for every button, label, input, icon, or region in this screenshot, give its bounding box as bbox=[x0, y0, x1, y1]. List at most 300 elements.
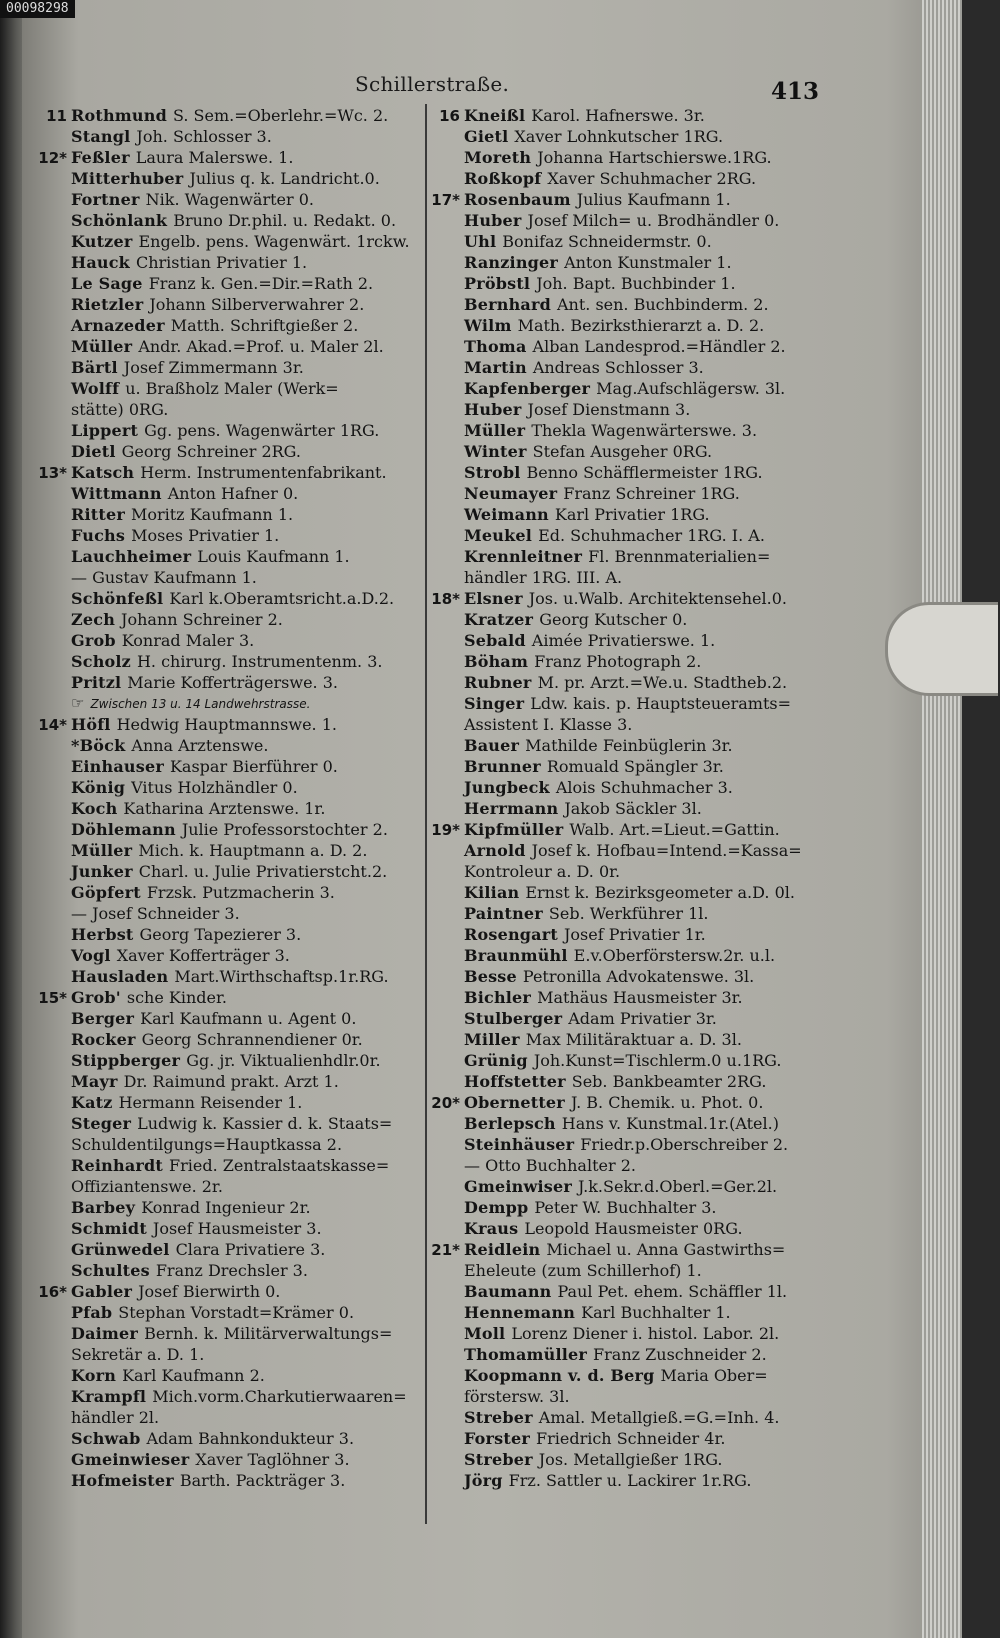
resident-surname: Schönlank bbox=[71, 211, 168, 230]
resident-details: Ludwig k. Kassier d. k. Staats= bbox=[137, 1114, 393, 1133]
resident-details: Seb. Bankbeamter 2RG. bbox=[571, 1072, 767, 1091]
resident-surname: Bärtl bbox=[71, 358, 118, 377]
resident-surname: Göpfert bbox=[71, 883, 141, 902]
resident-details: Josef Dienstmann 3. bbox=[527, 400, 691, 419]
resident-details: Ernst k. Bezirksgeometer a.D. 0l. bbox=[525, 883, 795, 902]
directory-entry bbox=[37, 924, 422, 945]
right-column bbox=[430, 105, 830, 1491]
directory-entry bbox=[430, 483, 830, 504]
resident-surname: Lauchheimer bbox=[71, 547, 192, 566]
resident-details: Hans v. Kunstmal.1r.(Atel.) bbox=[561, 1114, 779, 1133]
resident-surname: Hausladen bbox=[71, 967, 169, 986]
resident-details: Kaspar Bierführer 0. bbox=[169, 757, 338, 776]
resident-details: Karl k.Oberamtsricht.a.D.2. bbox=[169, 589, 395, 608]
resident-details: — Otto Buchhalter 2. bbox=[464, 1156, 636, 1175]
resident-surname: Forster bbox=[464, 1429, 530, 1448]
directory-entry bbox=[37, 147, 422, 168]
cross-street-note: Zwischen 13 u. 14 Landwehrstrasse. bbox=[90, 697, 311, 711]
resident-details: Andr. Akad.=Prof. u. Maler 2l. bbox=[138, 337, 384, 356]
directory-entry bbox=[430, 924, 830, 945]
resident-details: Xaver Lohnkutscher 1RG. bbox=[514, 127, 724, 146]
resident-details: Clara Privatiere 3. bbox=[175, 1240, 326, 1259]
resident-surname: Scholz bbox=[71, 652, 131, 671]
resident-surname: Müller bbox=[464, 421, 526, 440]
resident-details: Adam Bahnkondukteur 3. bbox=[146, 1429, 355, 1448]
directory-entry bbox=[37, 1449, 422, 1470]
directory-entry bbox=[430, 609, 830, 630]
resident-details: Franz Photograph 2. bbox=[534, 652, 702, 671]
resident-details: Jakob Säckler 3l. bbox=[564, 799, 702, 818]
resident-surname: Müller bbox=[71, 337, 133, 356]
directory-entry bbox=[37, 504, 422, 525]
resident-details: Nik. Wagenwärter 0. bbox=[145, 190, 314, 209]
resident-surname: Grünig bbox=[464, 1051, 528, 1070]
resident-surname: Barbey bbox=[71, 1198, 136, 1217]
resident-details: Mathäus Hausmeister 3r. bbox=[537, 988, 743, 1007]
resident-details: Karl Kaufmann u. Agent 0. bbox=[140, 1009, 357, 1028]
directory-entry bbox=[37, 273, 422, 294]
resident-surname: Koopmann v. d. Berg bbox=[464, 1366, 655, 1385]
directory-entry bbox=[430, 189, 830, 210]
resident-details: H. chirurg. Instrumentenm. 3. bbox=[136, 652, 383, 671]
house-number: 18* bbox=[431, 590, 460, 608]
resident-surname: Steinhäuser bbox=[464, 1135, 575, 1154]
resident-details: Dr. Raimund prakt. Arzt 1. bbox=[123, 1072, 339, 1091]
directory-entry bbox=[37, 672, 422, 693]
directory-entry bbox=[430, 273, 830, 294]
resident-surname: Huber bbox=[464, 211, 522, 230]
resident-surname: Streber bbox=[464, 1450, 533, 1469]
resident-surname: Kraus bbox=[464, 1219, 519, 1238]
resident-details: Michael u. Anna Gastwirths= bbox=[546, 1240, 786, 1259]
resident-details: Xaver Schuhmacher 2RG. bbox=[547, 169, 757, 188]
resident-details: Stefan Ausgeher 0RG. bbox=[532, 442, 713, 461]
resident-details: Johann Schreiner 2. bbox=[121, 610, 283, 629]
resident-surname: Thoma bbox=[464, 337, 527, 356]
directory-entry bbox=[37, 357, 422, 378]
directory-entry bbox=[430, 756, 830, 777]
directory-entry bbox=[37, 840, 422, 861]
resident-details: Anna Arztenswe. bbox=[131, 736, 269, 755]
directory-entry bbox=[430, 1050, 830, 1071]
resident-details: Katharina Arztenswe. 1r. bbox=[123, 799, 326, 818]
resident-surname: Koch bbox=[71, 799, 118, 818]
resident-details: Laura Malerswe. 1. bbox=[135, 148, 294, 167]
resident-details: Karl Kaufmann 2. bbox=[122, 1366, 265, 1385]
resident-surname: Zech bbox=[71, 610, 116, 629]
resident-details: Karol. Hafnerswe. 3r. bbox=[531, 106, 705, 125]
resident-surname: Elsner bbox=[464, 589, 523, 608]
directory-entry bbox=[37, 483, 422, 504]
resident-details: Kontroleur a. D. 0r. bbox=[464, 862, 621, 881]
directory-entry bbox=[37, 294, 422, 315]
resident-details: händler 1RG. III. A. bbox=[464, 568, 623, 587]
resident-surname: Berger bbox=[71, 1009, 135, 1028]
directory-entry bbox=[430, 126, 830, 147]
directory-entry bbox=[430, 1197, 830, 1218]
directory-entry bbox=[37, 378, 422, 399]
directory-entry bbox=[430, 546, 830, 567]
resident-details: Konrad Maler 3. bbox=[121, 631, 255, 650]
directory-entry bbox=[430, 945, 830, 966]
resident-details: Ed. Schuhmacher 1RG. I. A. bbox=[538, 526, 765, 545]
resident-details: Christian Privatier 1. bbox=[135, 253, 308, 272]
resident-details: Josef Bierwirth 0. bbox=[138, 1282, 281, 1301]
resident-details: Stephan Vorstadt=Krämer 0. bbox=[118, 1303, 355, 1322]
directory-entry bbox=[430, 630, 830, 651]
resident-surname: Arnazeder bbox=[71, 316, 165, 335]
resident-surname: Stippberger bbox=[71, 1051, 181, 1070]
resident-surname: Brunner bbox=[464, 757, 541, 776]
directory-entry bbox=[37, 1050, 422, 1071]
directory-entry bbox=[430, 1344, 830, 1365]
directory-entry bbox=[430, 672, 830, 693]
resident-surname: Gmeinwieser bbox=[71, 1450, 190, 1469]
directory-entry bbox=[430, 903, 830, 924]
resident-surname: Bernhard bbox=[464, 295, 551, 314]
house-number: 19* bbox=[431, 821, 460, 839]
directory-entry bbox=[430, 1281, 830, 1302]
directory-entry bbox=[430, 441, 830, 462]
resident-surname: Le Sage bbox=[71, 274, 143, 293]
directory-entry bbox=[37, 189, 422, 210]
resident-details: Julie Professorstochter 2. bbox=[181, 820, 388, 839]
resident-surname: Gmeinwiser bbox=[464, 1177, 572, 1196]
directory-entry bbox=[430, 147, 830, 168]
resident-surname: Strobl bbox=[464, 463, 521, 482]
directory-entry bbox=[430, 1239, 830, 1260]
resident-surname: Jungbeck bbox=[464, 778, 550, 797]
resident-details: Franz Zuschneider 2. bbox=[593, 1345, 767, 1364]
resident-details: Josef Zimmermann 3r. bbox=[123, 358, 304, 377]
resident-surname: Huber bbox=[464, 400, 522, 419]
resident-surname: Daimer bbox=[71, 1324, 139, 1343]
resident-details: Moritz Kaufmann 1. bbox=[130, 505, 294, 524]
page-stack-edge bbox=[922, 0, 962, 1638]
directory-entry bbox=[37, 105, 422, 126]
directory-entry bbox=[430, 1449, 830, 1470]
resident-surname: Müller bbox=[71, 841, 133, 860]
resident-surname: Arnold bbox=[464, 841, 526, 860]
resident-details: Lorenz Diener i. histol. Labor. 2l. bbox=[511, 1324, 780, 1343]
resident-details: Franz Drechsler 3. bbox=[155, 1261, 308, 1280]
resident-surname: Schmidt bbox=[71, 1219, 147, 1238]
directory-entry bbox=[430, 1092, 830, 1113]
directory-entry bbox=[37, 693, 422, 714]
directory-entry bbox=[37, 441, 422, 462]
resident-surname: Thomamüller bbox=[464, 1345, 588, 1364]
resident-details: Aimée Privatierswe. 1. bbox=[531, 631, 716, 650]
resident-surname: Braunmühl bbox=[464, 946, 568, 965]
resident-surname: Vogl bbox=[71, 946, 111, 965]
resident-details: E.v.Oberförstersw.2r. u.l. bbox=[573, 946, 776, 965]
directory-entry bbox=[430, 1323, 830, 1344]
resident-surname: Herbst bbox=[71, 925, 134, 944]
directory-entry bbox=[37, 714, 422, 735]
directory-entry bbox=[37, 1113, 422, 1134]
directory-entry bbox=[37, 1281, 422, 1302]
directory-entry bbox=[430, 966, 830, 987]
directory-entry bbox=[430, 1176, 830, 1197]
directory-entry bbox=[37, 1071, 422, 1092]
resident-surname: Mayr bbox=[71, 1072, 118, 1091]
resident-details: Franz Schreiner 1RG. bbox=[563, 484, 740, 503]
resident-details: — Gustav Kaufmann 1. bbox=[71, 568, 257, 587]
resident-details: Xaver Taglöhner 3. bbox=[195, 1450, 350, 1469]
resident-details: Bernh. k. Militärverwaltungs= bbox=[144, 1324, 393, 1343]
house-number: 20* bbox=[431, 1094, 460, 1112]
resident-surname: Winter bbox=[464, 442, 527, 461]
directory-entry bbox=[37, 315, 422, 336]
directory-entry bbox=[37, 819, 422, 840]
resident-surname: Paintner bbox=[464, 904, 543, 923]
directory-entry bbox=[430, 1365, 830, 1386]
resident-details: S. Sem.=Oberlehr.=Wc. 2. bbox=[172, 106, 389, 125]
resident-surname: Kipfmüller bbox=[464, 820, 564, 839]
resident-details: Walb. Art.=Lieut.=Gattin. bbox=[569, 820, 780, 839]
resident-surname: Schultes bbox=[71, 1261, 150, 1280]
resident-details: — Josef Schneider 3. bbox=[71, 904, 240, 923]
resident-surname: Martin bbox=[464, 358, 527, 377]
resident-details: Barth. Packträger 3. bbox=[179, 1471, 346, 1490]
resident-surname: Hennemann bbox=[464, 1303, 576, 1322]
resident-details: Julius Kaufmann 1. bbox=[576, 190, 731, 209]
resident-surname: Singer bbox=[464, 694, 525, 713]
resident-surname: Herrmann bbox=[464, 799, 559, 818]
house-number: 11 bbox=[46, 107, 67, 125]
directory-entry bbox=[37, 567, 422, 588]
resident-surname: Gietl bbox=[464, 127, 509, 146]
resident-details: Georg Tapezierer 3. bbox=[139, 925, 302, 944]
resident-surname: Einhauser bbox=[71, 757, 164, 776]
resident-surname: Stangl bbox=[71, 127, 131, 146]
resident-details: Anton Kunstmaler 1. bbox=[564, 253, 732, 272]
resident-details: Georg Schreiner 2RG. bbox=[121, 442, 301, 461]
resident-details: Bruno Dr.phil. u. Redakt. 0. bbox=[173, 211, 397, 230]
resident-details: Petronilla Advokatenswe. 3l. bbox=[522, 967, 755, 986]
resident-surname: Grob bbox=[71, 631, 116, 650]
resident-surname: Steger bbox=[71, 1114, 132, 1133]
directory-entry bbox=[37, 798, 422, 819]
resident-details: förstersw. 3l. bbox=[464, 1387, 570, 1406]
resident-details: Josef Milch= u. Brodhändler 0. bbox=[527, 211, 780, 230]
directory-entry bbox=[430, 1302, 830, 1323]
resident-details: Fried. Zentralstaatskasse= bbox=[169, 1156, 390, 1175]
resident-details: Karl Privatier 1RG. bbox=[554, 505, 710, 524]
scan-id-label: 00098298 bbox=[0, 0, 75, 18]
resident-surname: *Böck bbox=[71, 736, 126, 755]
resident-surname: Sebald bbox=[464, 631, 526, 650]
directory-entry bbox=[430, 819, 830, 840]
resident-details: Louis Kaufmann 1. bbox=[197, 547, 350, 566]
resident-surname: Baumann bbox=[464, 1282, 552, 1301]
directory-entry bbox=[37, 1302, 422, 1323]
directory-entry bbox=[37, 1239, 422, 1260]
directory-entry bbox=[430, 420, 830, 441]
directory-entry bbox=[37, 987, 422, 1008]
resident-surname: Miller bbox=[464, 1030, 520, 1049]
resident-surname: Schönfeßl bbox=[71, 589, 164, 608]
directory-entry bbox=[37, 735, 422, 756]
directory-entry bbox=[430, 357, 830, 378]
directory-entry bbox=[37, 1323, 422, 1344]
resident-details: Jos. Metallgießer 1RG. bbox=[538, 1450, 723, 1469]
directory-entry bbox=[430, 1260, 830, 1281]
resident-details: Max Militäraktuar a. D. 3l. bbox=[525, 1030, 742, 1049]
directory-entry bbox=[37, 651, 422, 672]
resident-details: Bonifaz Schneidermstr. 0. bbox=[502, 232, 712, 251]
resident-surname: Kilian bbox=[464, 883, 520, 902]
directory-entry bbox=[430, 294, 830, 315]
resident-details: Johanna Hartschierswe.1RG. bbox=[537, 148, 772, 167]
resident-surname: Hauck bbox=[71, 253, 130, 272]
resident-details: Friedrich Schneider 4r. bbox=[536, 1429, 726, 1448]
resident-details: Offiziantenswe. 2r. bbox=[71, 1177, 223, 1196]
resident-surname: Kutzer bbox=[71, 232, 133, 251]
resident-surname: Pritzl bbox=[71, 673, 122, 692]
pointing-hand-icon: ☞ bbox=[71, 694, 85, 712]
house-number: 12* bbox=[38, 149, 67, 167]
resident-details: Josef Hausmeister 3. bbox=[152, 1219, 322, 1238]
resident-details: Julius q. k. Landricht.0. bbox=[189, 169, 380, 188]
resident-details: Hedwig Hauptmannswe. 1. bbox=[116, 715, 337, 734]
house-number: 16 bbox=[439, 107, 460, 125]
directory-entry bbox=[430, 840, 830, 861]
resident-surname: König bbox=[71, 778, 126, 797]
resident-surname: Reidlein bbox=[464, 1240, 541, 1259]
directory-entry bbox=[37, 630, 422, 651]
directory-entry bbox=[37, 1407, 422, 1428]
directory-entry bbox=[37, 861, 422, 882]
resident-surname: Wolff bbox=[71, 379, 120, 398]
resident-details: u. Braßholz Maler (Werk= bbox=[125, 379, 339, 398]
resident-details: Fl. Brennmaterialien= bbox=[588, 547, 771, 566]
directory-entry bbox=[37, 546, 422, 567]
resident-surname: Rocker bbox=[71, 1030, 136, 1049]
resident-details: Moses Privatier 1. bbox=[131, 526, 280, 545]
directory-entry bbox=[430, 252, 830, 273]
directory-entry bbox=[37, 1470, 422, 1491]
resident-surname: Kratzer bbox=[464, 610, 534, 629]
directory-entry bbox=[430, 1071, 830, 1092]
directory-entry bbox=[430, 315, 830, 336]
resident-details: Georg Kutscher 0. bbox=[539, 610, 688, 629]
resident-details: Thekla Wagenwärterswe. 3. bbox=[531, 421, 758, 440]
directory-entry bbox=[430, 105, 830, 126]
resident-details: J. B. Chemik. u. Phot. 0. bbox=[570, 1093, 764, 1112]
directory-entry bbox=[430, 588, 830, 609]
resident-details: sche Kinder. bbox=[126, 988, 227, 1007]
resident-details: Charl. u. Julie Privatierstcht.2. bbox=[138, 862, 388, 881]
resident-surname: Bichler bbox=[464, 988, 532, 1007]
directory-entry bbox=[37, 168, 422, 189]
house-number: 17* bbox=[431, 191, 460, 209]
resident-surname: Lippert bbox=[71, 421, 139, 440]
directory-entry bbox=[37, 1176, 422, 1197]
directory-entry bbox=[430, 1428, 830, 1449]
house-number: 14* bbox=[38, 716, 67, 734]
resident-details: Math. Bezirksthierarzt a. D. 2. bbox=[517, 316, 765, 335]
resident-details: Xaver Kofferträger 3. bbox=[116, 946, 290, 965]
resident-surname: Katsch bbox=[71, 463, 135, 482]
resident-surname: Pröbstl bbox=[464, 274, 531, 293]
resident-surname: Berlepsch bbox=[464, 1114, 556, 1133]
resident-surname: Dempp bbox=[464, 1198, 529, 1217]
resident-surname: Höfl bbox=[71, 715, 111, 734]
resident-surname: Rietzler bbox=[71, 295, 144, 314]
resident-surname: Kneißl bbox=[464, 106, 526, 125]
resident-details: Seb. Werkführer 1l. bbox=[548, 904, 709, 923]
resident-details: Karl Buchhalter 1. bbox=[581, 1303, 731, 1322]
resident-surname: Krennleitner bbox=[464, 547, 583, 566]
directory-entry bbox=[430, 1470, 830, 1491]
resident-details: Mart.Wirthschaftsp.1r.RG. bbox=[174, 967, 389, 986]
directory-entry bbox=[430, 651, 830, 672]
directory-entry bbox=[37, 462, 422, 483]
directory-entry bbox=[37, 420, 422, 441]
resident-surname: Rosenbaum bbox=[464, 190, 571, 209]
directory-entry bbox=[37, 1029, 422, 1050]
directory-entry bbox=[430, 1029, 830, 1050]
resident-details: Engelb. pens. Wagenwärt. 1rckw. bbox=[138, 232, 410, 251]
resident-details: Mathilde Feinbüglerin 3r. bbox=[525, 736, 733, 755]
directory-entry bbox=[430, 798, 830, 819]
resident-details: Joh. Schlosser 3. bbox=[136, 127, 272, 146]
resident-surname: Dietl bbox=[71, 442, 116, 461]
directory-entry bbox=[430, 378, 830, 399]
resident-details: Georg Schrannendiener 0r. bbox=[141, 1030, 363, 1049]
resident-surname: Roßkopf bbox=[464, 169, 542, 188]
resident-surname: Döhlemann bbox=[71, 820, 176, 839]
resident-surname: Fortner bbox=[71, 190, 140, 209]
house-number: 13* bbox=[38, 464, 67, 482]
directory-entry bbox=[430, 714, 830, 735]
directory-entry bbox=[37, 210, 422, 231]
resident-surname: Uhl bbox=[464, 232, 497, 251]
running-head: Schillerstraße. bbox=[355, 72, 510, 96]
resident-details: Joh.Kunst=Tischlerm.0 u.1RG. bbox=[533, 1051, 782, 1070]
resident-details: Maria Ober= bbox=[660, 1366, 768, 1385]
resident-surname: Wittmann bbox=[71, 484, 162, 503]
directory-entry bbox=[430, 525, 830, 546]
resident-details: Amal. Metallgieß.=G.=Inh. 4. bbox=[538, 1408, 780, 1427]
directory-entry bbox=[430, 399, 830, 420]
directory-entry bbox=[430, 1008, 830, 1029]
resident-surname: Besse bbox=[464, 967, 517, 986]
directory-entry bbox=[430, 336, 830, 357]
directory-entry bbox=[37, 1134, 422, 1155]
directory-entry bbox=[37, 1218, 422, 1239]
directory-entry bbox=[430, 462, 830, 483]
resident-details: Franz k. Gen.=Dir.=Rath 2. bbox=[148, 274, 374, 293]
directory-entry bbox=[37, 882, 422, 903]
resident-details: Benno Schäfflermeister 1RG. bbox=[526, 463, 763, 482]
resident-surname: Ritter bbox=[71, 505, 125, 524]
directory-entry bbox=[430, 1155, 830, 1176]
resident-surname: Fuchs bbox=[71, 526, 126, 545]
resident-details: Hermann Reisender 1. bbox=[118, 1093, 303, 1112]
resident-surname: Junker bbox=[71, 862, 133, 881]
resident-surname: Schwab bbox=[71, 1429, 141, 1448]
directory-entry bbox=[37, 1092, 422, 1113]
directory-entry bbox=[430, 882, 830, 903]
directory-entry bbox=[430, 1407, 830, 1428]
resident-details: Mag.Aufschlägersw. 3l. bbox=[596, 379, 786, 398]
resident-details: Matth. Schriftgießer 2. bbox=[170, 316, 359, 335]
resident-surname: Stulberger bbox=[464, 1009, 563, 1028]
resident-surname: Hofmeister bbox=[71, 1471, 174, 1490]
resident-details: Assistent I. Klasse 3. bbox=[464, 715, 633, 734]
